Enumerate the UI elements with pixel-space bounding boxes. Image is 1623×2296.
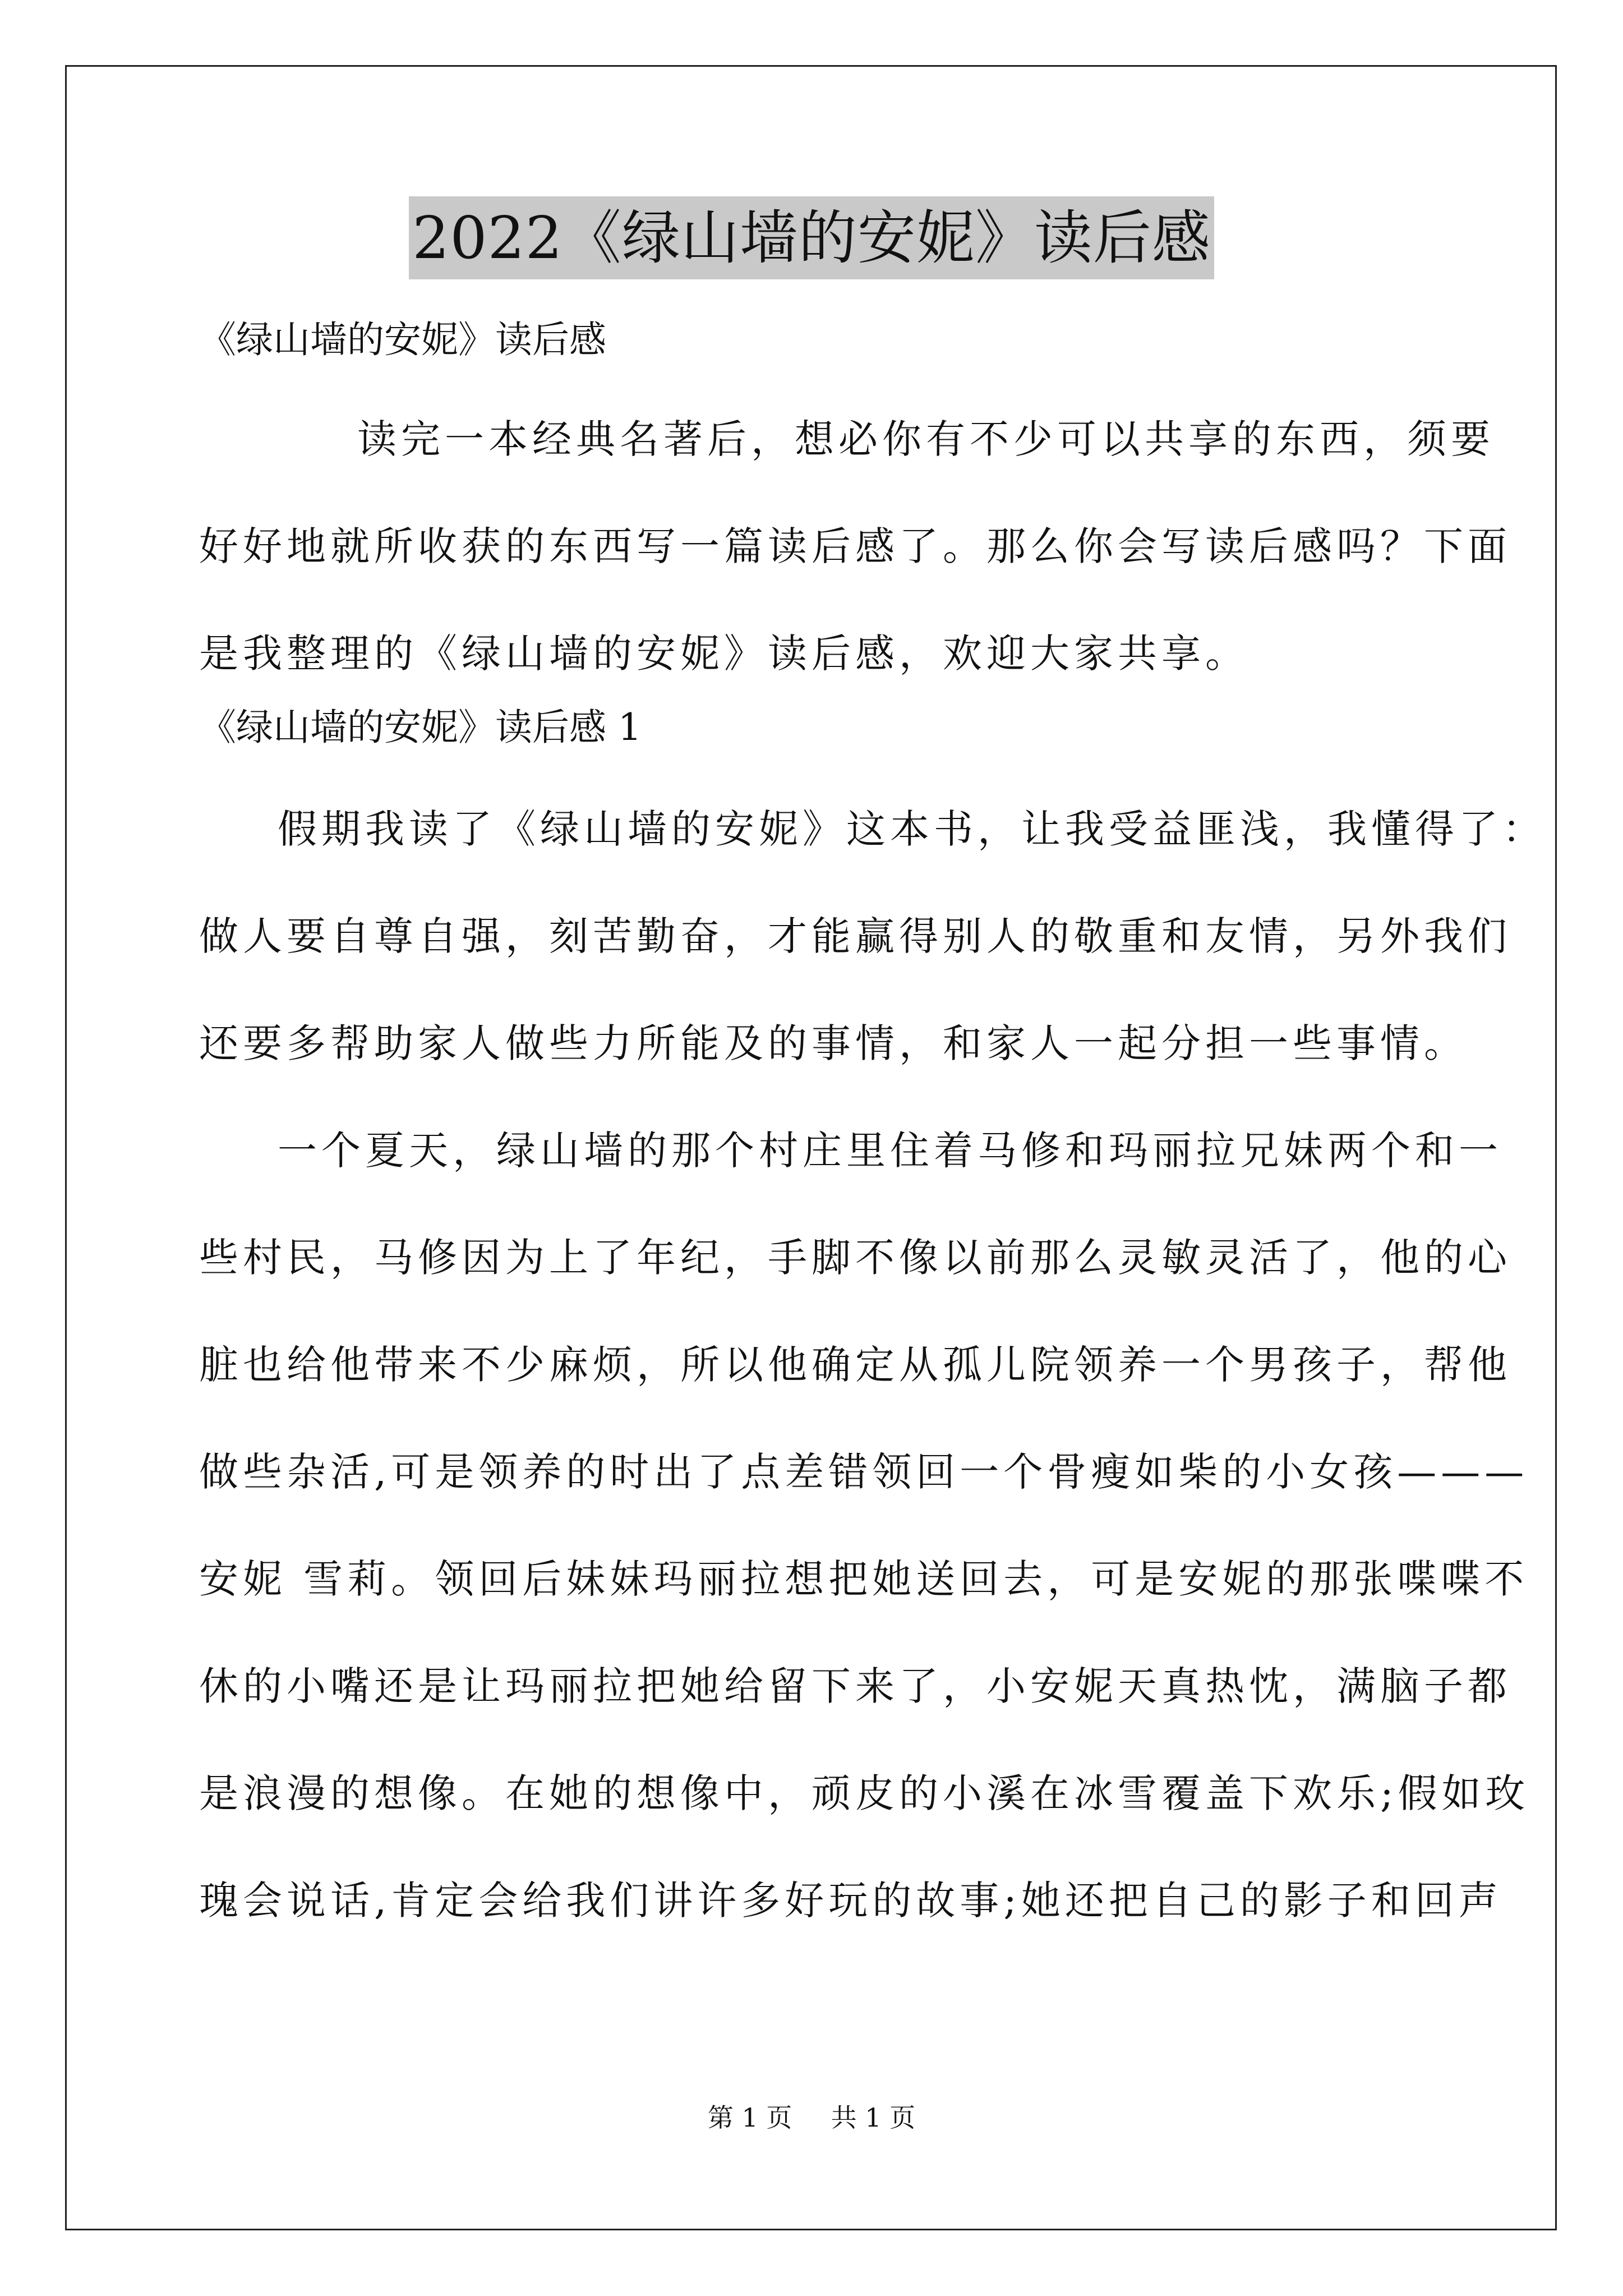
heading-main: 《绿山墙的安妮》读后感 [199, 318, 606, 361]
paragraph-line: 休的小嘴还是让玛丽拉把她给留下来了，小安妮天真热忱，满脑子都 [199, 1663, 1511, 1709]
heading-section-1: 《绿山墙的安妮》读后感 1 [199, 706, 642, 749]
paragraph-line: 是浪漫的想像。在她的想像中，顽皮的小溪在冰雪覆盖下欢乐;假如玫 [199, 1770, 1529, 1816]
page-total: 共 1 页 [831, 2102, 916, 2133]
intro-line: 读完一本经典名著后，想必你有不少可以共享的东西，须要 [357, 416, 1495, 462]
paragraph-line: 瑰会说话,肯定会给我们讲许多好玩的故事;她还把自己的影子和回声 [199, 1878, 1502, 1924]
intro-line: 是我整理的《绿山墙的安妮》读后感，欢迎大家共享。 [199, 631, 1249, 677]
paragraph-line: 一个夏天，绿山墙的那个村庄里住着马修和玛丽拉兄妹两个和一 [278, 1128, 1502, 1174]
document-title: 2022《绿山墙的安妮》读后感 [409, 196, 1214, 279]
paragraph-line: 还要多帮助家人做些力所能及的事情，和家人一起分担一些事情。 [199, 1020, 1468, 1066]
intro-line: 好好地就所收获的东西写一篇读后感了。那么你会写读后感吗？下面 [199, 523, 1511, 569]
title-wrap [0, 196, 1623, 279]
page-footer [0, 2101, 1623, 2134]
paragraph-line: 做人要自尊自强，刻苦勤奋，才能赢得别人的敬重和友情，另外我们 [199, 913, 1511, 959]
intro-paragraph [199, 386, 1511, 707]
paragraph-line: 做些杂活,可是领养的时出了点差错领回一个骨瘦如柴的小女孩——— [199, 1449, 1529, 1495]
paragraph-line: 些村民，马修因为上了年纪，手脚不像以前那么灵敏灵活了，他的心 [199, 1235, 1511, 1281]
paragraph-line: 假期我读了《绿山墙的安妮》这本书，让我受益匪浅，我懂得了： [278, 806, 1546, 852]
paragraph-line: 脏也给他带来不少麻烦，所以他确定从孤儿院领养一个男孩子，帮他 [199, 1342, 1511, 1388]
page-number: 第 1 页 [707, 2102, 792, 2133]
paragraph-1 [199, 776, 1546, 1097]
paragraph-2 [199, 1097, 1529, 1954]
paragraph-line: 安妮 雪莉。领回后妹妹玛丽拉想把她送回去，可是安妮的那张喋喋不 [199, 1556, 1529, 1602]
document-body [199, 314, 1546, 1954]
